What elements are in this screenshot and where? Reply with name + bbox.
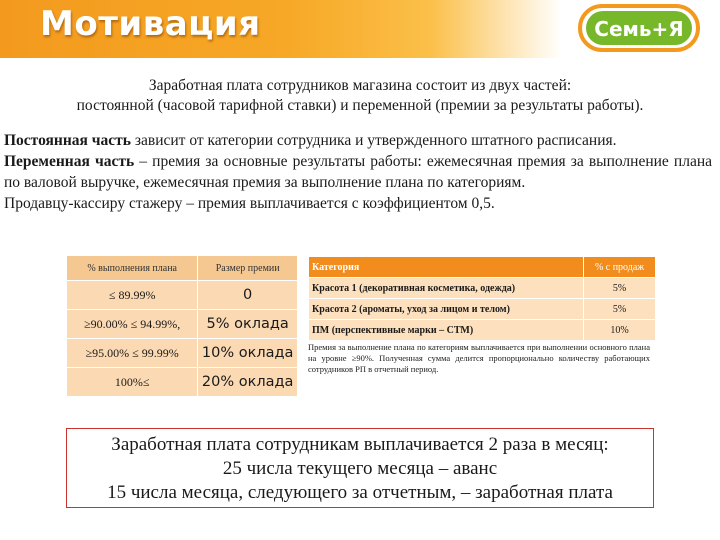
variable-part-paragraph — [4, 151, 712, 193]
bonus-cell: 5% оклада — [198, 310, 298, 339]
variable-part-text: – премия за основные результаты работы: ежемесячная премия за выполнение плана по валовой выручке, ежемесячная премия за выполнение плана по категориям. — [4, 153, 712, 191]
category-note: Премия за выполнение плана по категориям выплачивается при выполнении основного плана на уровне ≥90%. Полученная сумма делится пропорционально количеству работающих сотрудников РП в отчетный период. — [308, 342, 650, 374]
bonus-cell: 10% оклада — [198, 339, 298, 368]
category-table-header — [309, 257, 656, 278]
percent-cell: 5% — [584, 299, 656, 320]
constant-part-text: зависит от категории сотрудника и утвержденного штатного расписания. — [131, 132, 617, 149]
category-table — [308, 256, 656, 341]
table-row — [309, 278, 656, 299]
page-title: Мотивация — [40, 4, 261, 44]
category-cell: Красота 2 (ароматы, уход за лицом и телом) — [309, 299, 584, 320]
constant-part-label: Постоянная часть — [4, 132, 131, 149]
payment-line-1: Заработная плата сотрудникам выплачивается 2 раза в месяц: — [111, 434, 609, 455]
salary-details — [4, 130, 712, 214]
bonus-table — [66, 255, 298, 397]
trainee-paragraph: Продавцу-кассиру стажеру – премия выплачивается с коэффициентом 0,5. — [4, 195, 495, 212]
percent-cell: 10% — [584, 320, 656, 341]
table-row — [309, 320, 656, 341]
logo-text: Семь+Я — [594, 17, 684, 41]
intro-text — [20, 76, 700, 116]
intro-line-2: постоянной (часовой тарифной ставки) и переменной (премии за результаты работы). — [76, 97, 644, 114]
column-header-bonus: Размер премии — [198, 256, 298, 281]
bonus-cell: 0 — [198, 281, 298, 310]
column-header-category: Категория — [309, 257, 584, 278]
table-row — [67, 339, 298, 368]
column-header-plan: % выполнения плана — [67, 256, 198, 281]
plan-cell: ≤ 89.99% — [67, 281, 198, 310]
percent-cell: 5% — [584, 278, 656, 299]
column-header-percent: % с продаж — [584, 257, 656, 278]
payment-line-2: 25 числа текущего месяца – аванс — [222, 458, 498, 479]
bonus-table-header — [67, 256, 298, 281]
header-bar — [0, 0, 720, 58]
category-cell: Красота 1 (декоративная косметика, одежда) — [309, 278, 584, 299]
payment-line-3: 15 числа месяца, следующего за отчетным, – заработная плата — [107, 482, 613, 503]
table-row — [67, 368, 298, 397]
bonus-cell: 20% оклада — [198, 368, 298, 397]
plan-cell: 100%≤ — [67, 368, 198, 397]
variable-part-label: Переменная часть — [4, 153, 135, 170]
category-cell: ПМ (перспективные марки – СТМ) — [309, 320, 584, 341]
intro-line-1: Заработная плата сотрудников магазина состоит из двух частей: — [148, 77, 572, 94]
plan-cell: ≥90.00% ≤ 94.99%, — [67, 310, 198, 339]
payment-schedule-box — [66, 428, 654, 508]
plan-cell: ≥95.00% ≤ 99.99% — [67, 339, 198, 368]
brand-logo — [578, 0, 706, 56]
table-row — [309, 299, 656, 320]
table-row — [67, 281, 298, 310]
table-row — [67, 310, 298, 339]
constant-part-paragraph — [4, 130, 712, 151]
